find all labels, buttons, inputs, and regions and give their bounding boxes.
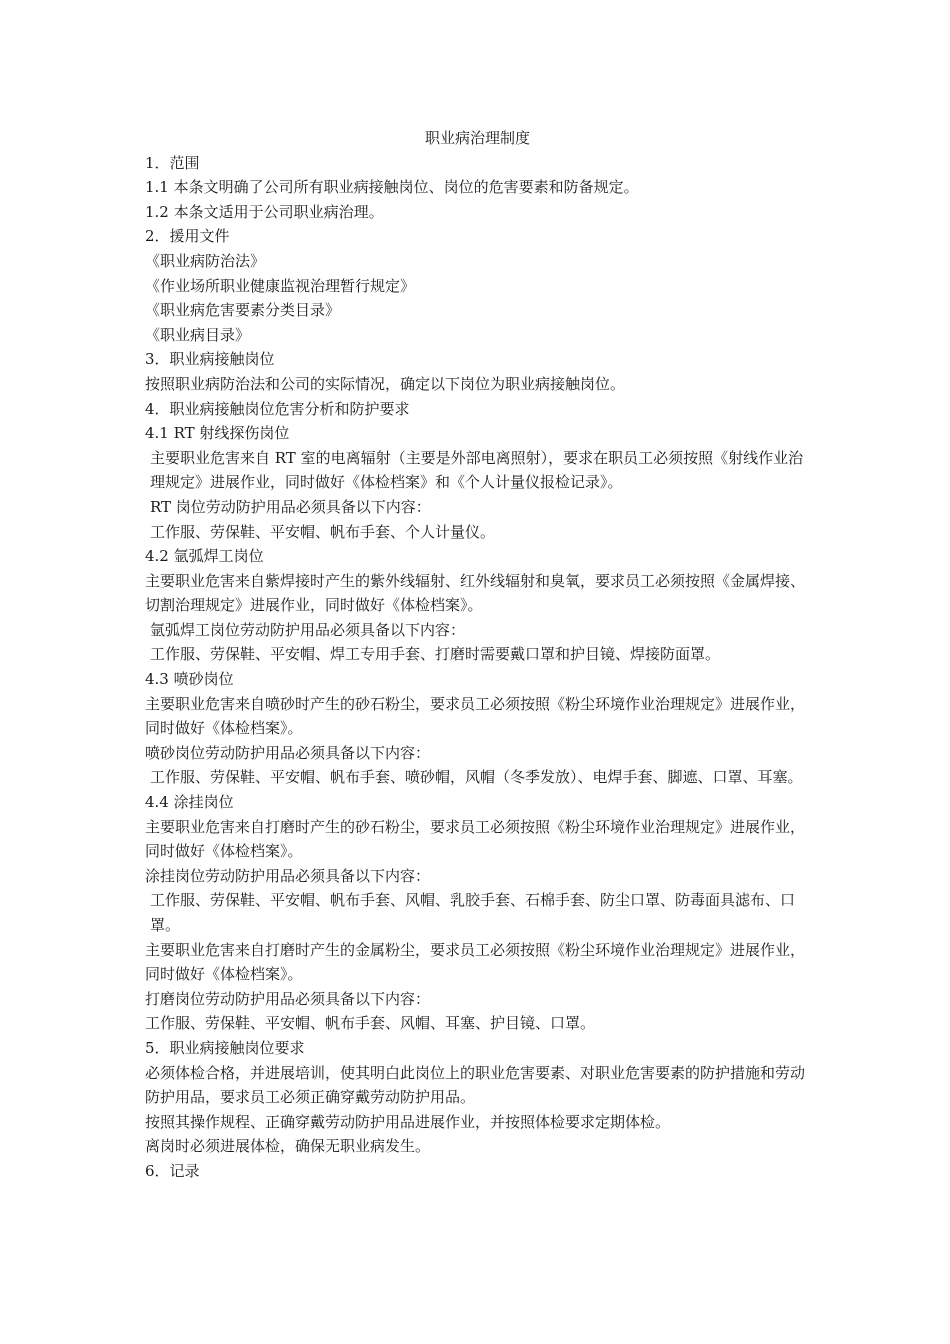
- paragraph-line: 工作服、劳保鞋、平安帽、帆布手套、风帽、耳塞、护目镜、口罩。: [145, 1014, 596, 1033]
- document-title: 职业病治理制度: [424, 129, 530, 147]
- paragraph-line: 5．职业病接触岗位要求: [145, 1038, 305, 1057]
- paragraph-line: 《职业病防治法》: [145, 251, 266, 270]
- document-lines: [145, 151, 810, 1184]
- paragraph-line: 涂挂岗位劳动防护用品必须具备以下内容：: [145, 866, 431, 885]
- paragraph-line: 《职业病目录》: [145, 325, 251, 344]
- paragraph-line: 离岗时必须进展体检，确保无职业病发生。: [145, 1137, 431, 1156]
- paragraph-line: 主要职业危害来自喷砂时产生的砂石粉尘，要求员工必须按照《粉尘环境作业治理规定》进展作业，同时做好《体检档案》。: [145, 694, 806, 738]
- paragraph-line: 喷砂岗位劳动防护用品必须具备以下内容：: [145, 743, 431, 762]
- paragraph-line: 工作服、劳保鞋、平安帽、帆布手套、个人计量仪。: [150, 522, 496, 541]
- paragraph-line: 按照职业病防治法和公司的实际情况，确定以下岗位为职业病接触岗位。: [145, 374, 626, 393]
- paragraph-line: 主要职业危害来自 RT 室的电离辐射（主要是外部电离照射），要求在职员工必须按照《射线作业治理规定》进展作业，同时做好《体检档案》和《个人计量仪报检记录》。: [150, 448, 804, 492]
- paragraph-line: 主要职业危害来自打磨时产生的金属粉尘，要求员工必须按照《粉尘环境作业治理规定》进展作业，同时做好《体检档案》。: [145, 940, 806, 984]
- paragraph-line: 2．援用文件: [145, 227, 230, 246]
- paragraph-line: RT 岗位劳动防护用品必须具备以下内容：: [150, 497, 431, 516]
- paragraph-line: 4.1 RT 射线探伤岗位: [145, 424, 290, 443]
- paragraph-line: 必须体检合格，并进展培训，使其明白此岗位上的职业危害要素、对职业危害要素的防护措施和劳动防护用品，要求员工必须正确穿戴劳动防护用品。: [145, 1063, 806, 1107]
- paragraph-line: 主要职业危害来自紫焊接时产生的紫外线辐射、红外线辐射和臭氧，要求员工必须按照《金属焊接、切割治理规定》进展作业，同时做好《体检档案》。: [145, 571, 806, 615]
- paragraph-line: 1.2 本条文适用于公司职业病治理。: [145, 202, 384, 221]
- paragraph-line: 4.2 氩弧焊工岗位: [145, 547, 264, 566]
- paragraph-line: 工作服、劳保鞋、平安帽、焊工专用手套、打磨时需要戴口罩和护目镜、焊接防面罩。: [150, 645, 721, 664]
- paragraph-line: 4．职业病接触岗位危害分析和防护要求: [145, 399, 410, 418]
- paragraph-line: 1．范围: [145, 153, 200, 172]
- paragraph-line: 工作服、劳保鞋、平安帽、帆布手套、风帽、乳胶手套、石棉手套、防尘口罩、防毒面具滤布、口罩。: [150, 891, 796, 934]
- paragraph-line: 《职业病危害要素分类目录》: [145, 301, 341, 320]
- paragraph-line: 《作业场所职业健康监视治理暂行规定》: [145, 276, 416, 295]
- paragraph-line: 主要职业危害来自打磨时产生的砂石粉尘，要求员工必须按照《粉尘环境作业治理规定》进展作业，同时做好《体检档案》。: [145, 817, 806, 861]
- paragraph-line: 6．记录: [145, 1161, 200, 1180]
- paragraph-line: 3．职业病接触岗位: [145, 350, 275, 369]
- paragraph-line: 打磨岗位劳动防护用品必须具备以下内容：: [145, 989, 431, 1008]
- paragraph-line: 1.1 本条文明确了公司所有职业病接触岗位、岗位的危害要素和防备规定。: [145, 178, 639, 197]
- document-body: [145, 126, 810, 1184]
- paragraph-line: 按照其操作规程、正确穿戴劳动防护用品进展作业，并按照体检要求定期体检。: [145, 1112, 671, 1131]
- paragraph-line: 4.3 喷砂岗位: [145, 670, 234, 689]
- paragraph-line: 氩弧焊工岗位劳动防护用品必须具备以下内容：: [150, 620, 466, 639]
- paragraph-line: 工作服、劳保鞋、平安帽、帆布手套、喷砂帽，风帽（冬季发放）、电焊手套、脚遮、口罩、耳塞。: [150, 768, 803, 787]
- paragraph-line: 4.4 涂挂岗位: [145, 793, 234, 812]
